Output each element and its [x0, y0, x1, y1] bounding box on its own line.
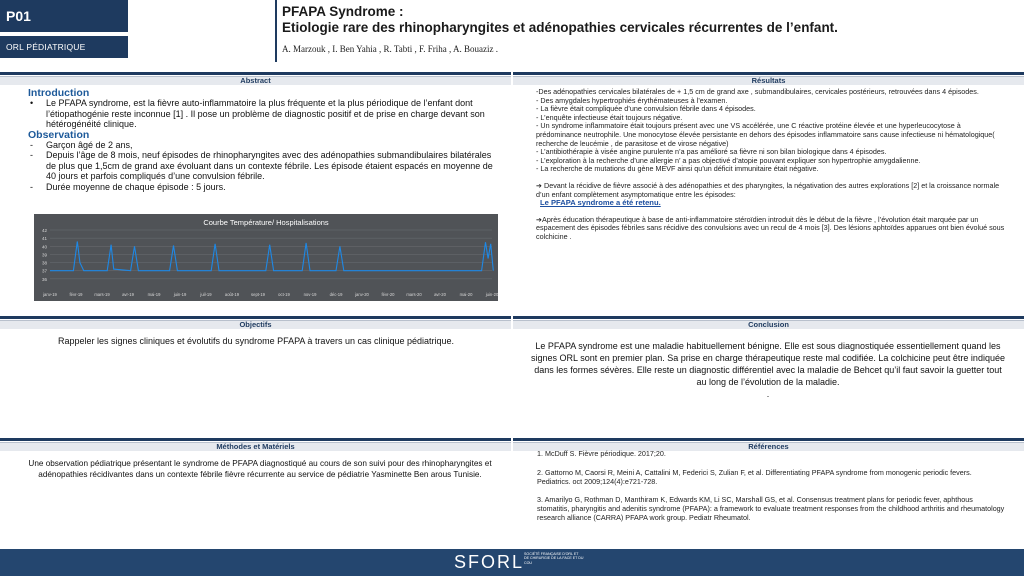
- result-paragraph: - Des amygdales hypertrophiés érythémateuses à l’examen.: [536, 95, 728, 105]
- specialty-label: ORL PÉDIATRIQUE: [0, 36, 128, 58]
- observation-item: Depuis l’âge de 8 mois, neuf épisodes de rhinopharyngites avec des adénopathies submandibulaires bilatérales de plus que 1,5cm de grand axe évoluant dans un contexte fébrile. Les épisode étaient espacés en moyenne de 40 jours et parfois compliqués d’une convulsion fébrile.: [46, 150, 493, 182]
- reference-item: 3. Amarilyo G, Rothman D, Manthiram K, Edwards KM, Li SC, Marshall GS, et al. Consensus treatment plans for periodic fever, aphthous stomatitis, pharyngitis and adenitis syndrome (PFAPA): a framework to evaluate treatment responses from the childhood arthritis and rheumatology research alliance (CARRA) PFAPA work group. Pediatr Rheumatol.: [537, 495, 1005, 522]
- observation-heading: Observation: [28, 128, 90, 141]
- header-divider: [275, 0, 277, 62]
- result-paragraph: - Un syndrome inflammatoire était toujours présent avec une VS accélérée, une C réactive protéine élevée et une hyperleucocytose à prédominance neutrophile. Une monocytose élevée persistante en dehors des épisodes inflammatoire sans cause infectieuse ni hématologique( recherche de leucémie , de parasitose et de virose négative): [536, 121, 995, 148]
- x-tick-label: avr-19: [122, 292, 134, 297]
- x-tick-label: oct-19: [278, 292, 290, 297]
- x-tick-label: sept-19: [251, 292, 265, 297]
- result-paragraph: -Des adénopathies cervicales bilatérales de + 1,5 cm de grand axe , submandibulaires, cervicales postérieurs, retrouvées dans 4 épisodes.: [536, 87, 979, 96]
- x-tick-label: févr-20: [381, 292, 395, 297]
- observation-item: Durée moyenne de chaque épisode : 5 jours.: [46, 181, 226, 192]
- x-tick-label: juil-19: [200, 292, 212, 297]
- x-tick-label: janv-20: [355, 292, 369, 297]
- conclusion-block: [528, 340, 1008, 400]
- title-line-1: PFAPA Syndrome :: [282, 4, 404, 19]
- abstract-content: [28, 88, 498, 192]
- references-header: Références: [513, 442, 1024, 451]
- conclusion-header: Conclusion: [513, 320, 1024, 329]
- observation-item: Garçon âgé de 2 ans,: [46, 140, 133, 151]
- list-item: - Garçon âgé de 2 ans,: [30, 140, 133, 151]
- abstract-header: Abstract: [0, 76, 511, 85]
- result-paragraph: - La recherche de mutations du gène MEVF ainsi qu’un déficit immunitaire était négative.: [536, 164, 819, 174]
- y-tick-label: 39: [41, 252, 47, 258]
- list-item: - Durée moyenne de chaque épisode : 5 jours.: [30, 181, 226, 192]
- temperature-chart: [34, 214, 498, 301]
- x-tick-label: févr-19: [69, 292, 83, 297]
- result-paragraph: - L’enquête infectieuse était toujours négative.: [536, 112, 683, 122]
- introduction-heading: Introduction: [28, 87, 90, 99]
- x-tick-label: avr-20: [434, 292, 446, 297]
- x-tick-label: août-19: [224, 292, 240, 297]
- sforl-logo: SFORL: [454, 552, 525, 572]
- x-tick-label: juin-19: [173, 292, 187, 297]
- result-paragraph: ➔ Devant la récidive de fièvre associé à des adénopathies et des pharyngites, la négativation des autres explorations [2] et la croissance normale d’un enfant complètement asymptomatique entre les épisodes:: [536, 180, 1000, 199]
- sforl-logo-subtitle: SOCIÉTÉ FRANÇAISE D'ORL ET DE CHIRURGIE DE LA FACE ET DU COU: [524, 552, 584, 565]
- y-tick-label: 37: [41, 268, 47, 274]
- objectifs-text: Rappeler les signes cliniques et évolutifs du syndrome PFAPA à travers un cas clinique pédiatrique.: [57, 336, 455, 346]
- x-tick-label: mars-19: [94, 292, 110, 297]
- references-list: [537, 450, 1007, 533]
- result-paragraph: ➔Après éducation thérapeutique à base de anti-inflammatoire stéroïdien introduit dès le début de la fièvre , l’évolution était marquée par un espacement des épisodes fébriles sans récidive des convulsions avec un recul de 4 mois [3]. Des lésions aphtoïdes apparues ont bien évolué sous colchicine .: [536, 214, 1005, 241]
- introduction-text: Le PFAPA syndrome, est la fièvre auto-inflammatoire la plus fréquente et la plus périodique de l’enfant dont l’étiopathogénie reste inconnue [1] . Il pose un problème de diagnostic positif et de prise en charge devant son hétérogénéité clinique.: [46, 98, 485, 130]
- introduction-list: [28, 98, 498, 129]
- temperature-chart-svg: [34, 214, 498, 301]
- diagnosis-link[interactable]: Le PFAPA syndrome a été retenu.: [540, 198, 661, 208]
- y-tick-label: 41: [41, 236, 47, 242]
- reference-item: 1. McDuff S. Fièvre périodique. 2017;20.: [537, 449, 666, 458]
- conclusion-text: Le PFAPA syndrome est une maladie habituellement bénigne. Elle est sous diagnostiquée essentiellement quand les signes ORL sont en premier plan. Sa prise en charge thérapeutique reste mal codifiée. La colchicine peut être indiquée dans les formes sévères. Elle reste un diagnostic différentiel avec la maladie de Behcet qu’il faut savoir la guetter tout au long de l’évolution de la maladie.: [531, 341, 1005, 387]
- list-item: - Depuis l’âge de 8 mois, neuf épisodes de rhinopharyngites avec des adénopathies submandibulaires bilatérales de plus que 1,5cm de grand axe évoluant dans un contexte fébrile. Les épisode étaient espacés en moyenne de 40 jours et parfois compliqués d’une convulsion fébrile.: [30, 150, 493, 182]
- x-tick-label: juin-20: [485, 292, 498, 297]
- poster-code-badge: P01: [0, 0, 128, 32]
- y-tick-label: 38: [41, 260, 47, 266]
- observation-list: [28, 140, 498, 192]
- list-item: • Le PFAPA syndrome, est la fièvre auto-inflammatoire la plus fréquente et la plus périodique de l’enfant dont l’étiopathogénie reste inconnue [1] . Il pose un problème de diagnostic positif et de prise en charge devant son hétérogénéité clinique.: [30, 98, 485, 130]
- x-tick-label: mai-20: [459, 292, 473, 297]
- temperature-series-line: [50, 241, 493, 270]
- x-tick-label: nov-19: [303, 292, 317, 297]
- x-tick-label: mars-20: [406, 292, 422, 297]
- title-line-2: Etiologie rare des rhinopharyngites et adénopathies cervicales récurrentes de l’enfant.: [282, 20, 838, 35]
- objectifs-header: Objectifs: [0, 320, 511, 329]
- reference-item: 2. Gattorno M, Caorsi R, Meini A, Cattalini M, Federici S, Zulian F, et al. Differentiating PFAPA syndrome from monogenic periodic fevers. Pediatrics. oct 2009;124(4):e721-728.: [537, 467, 972, 486]
- result-paragraph: - L’antibiothérapie à visée angine purulente n’a pas amélioré sa fièvre ni son bilan biologique dans 4 épisodes.: [536, 147, 887, 157]
- x-tick-label: mai-19: [147, 292, 161, 297]
- methodes-header: Méthodes et Matériels: [0, 442, 511, 451]
- title-block: [282, 4, 1022, 54]
- conclusion-dot: .: [766, 389, 770, 399]
- result-paragraph: - La fièvre était compliquée d’une convulsion fébrile dans 4 épisodes.: [536, 104, 756, 114]
- x-tick-label: déc-19: [329, 292, 343, 297]
- x-tick-label: janv-19: [43, 292, 57, 297]
- methodes-text: Une observation pédiatrique présentant le syndrome de PFAPA diagnostiqué au cours de son suivi pour des rhinopharyngites et adénopathies récidivantes dans un contexte fébrile fièvre récurrente au service de pédiatrie Yasminette Ben arous Tunisie.: [28, 459, 492, 479]
- y-tick-label: 42: [41, 228, 47, 233]
- y-tick-label: 40: [41, 244, 47, 250]
- y-tick-label: 36: [41, 276, 47, 282]
- resultats-content: [536, 88, 1008, 242]
- chart-title: Courbe Température/ Hospitalisations: [203, 218, 329, 227]
- result-paragraph: - L’exploration à la recherche d’une allergie n’ a pas objectivé d’atopie pouvant expliquer son hypertrophie amygdalienne.: [536, 155, 921, 165]
- resultats-header: Résultats: [513, 76, 1024, 85]
- authors: A. Marzouk , I. Ben Yahia , R. Tabti , F. Friha , A. Bouaziz .: [282, 44, 498, 54]
